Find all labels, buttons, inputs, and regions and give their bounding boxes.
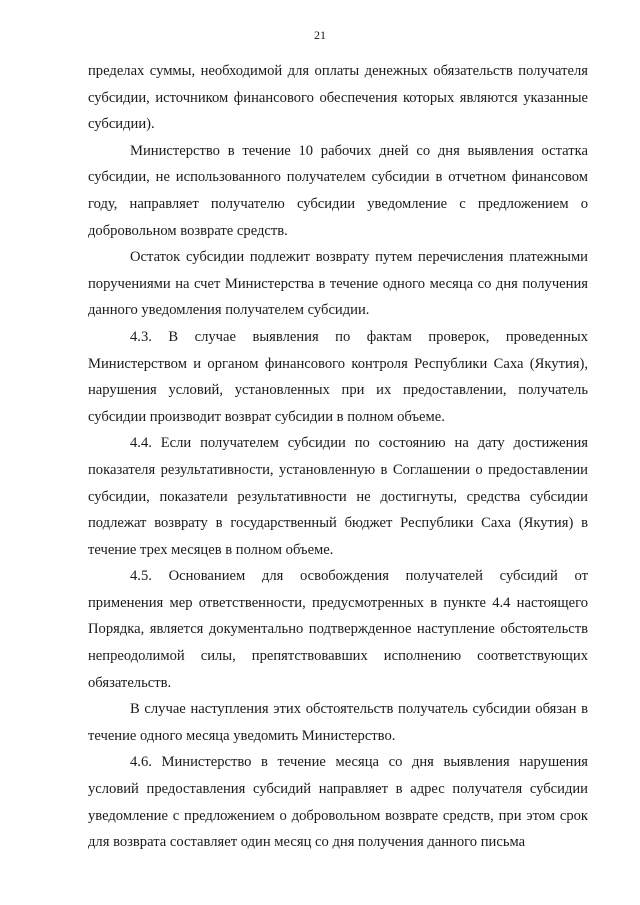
page-number: 21 (314, 28, 326, 42)
paragraph-4-3: 4.3. В случае выявления по фактам проверок, проведенных Министерством и органом финансового контроля Республики Саха (Якутия), нарушения условий, установленных при их предоставлении, получатель субсидии производит возврат субсидии в полном объеме. (88, 328, 588, 425)
paragraph-4-6: 4.6. Министерство в течение месяца со дня выявления нарушения условий предоставления субсидий направляет в адрес получателя субсидии уведомление с предложением о добровольном возврате средств, при этом срок для возврата составляет один месяц со дня получения данного письма (88, 754, 588, 851)
document-body (88, 58, 588, 856)
paragraph-2: Министерство в течение 10 рабочих дней со дня выявления остатка субсидии, не использованного получателем субсидии в отчетном финансовом году, направляет получателю субсидии уведомление с предложением о добровольном возврате средств. (88, 142, 588, 239)
paragraph-1: пределах суммы, необходимой для оплаты денежных обязательств получателя субсидии, источником финансового обеспечения которых являются указанные субсидии). (88, 63, 588, 133)
paragraph-notice: В случае наступления этих обстоятельств получатель субсидии обязан в течение одного месяца уведомить Министерство. (88, 701, 588, 744)
paragraph-3: Остаток субсидии подлежит возврату путем перечисления платежными поручениями на счет Министерства в течение одного месяца со дня получения данного уведомления получателем субсидии. (88, 249, 588, 319)
paragraph-4-4: 4.4. Если получателем субсидии по состоянию на дату достижения показателя результативности, установленную в Соглашении о предоставлении субсидии, показатели результативности не достигнуты, средства субсидии подлежат возврату в государственный бюджет Республики Саха (Якутия) в течение трех месяцев в полном объеме. (88, 435, 588, 558)
paragraph-4-5: 4.5. Основанием для освобождения получателей субсидий от применения мер ответственности, предусмотренных в пункте 4.4 настоящего Порядка, является документально подтвержденное наступление обстоятельств непреодолимой силы, препятствовавших исполнению соответствующих обязательств. (88, 568, 588, 691)
